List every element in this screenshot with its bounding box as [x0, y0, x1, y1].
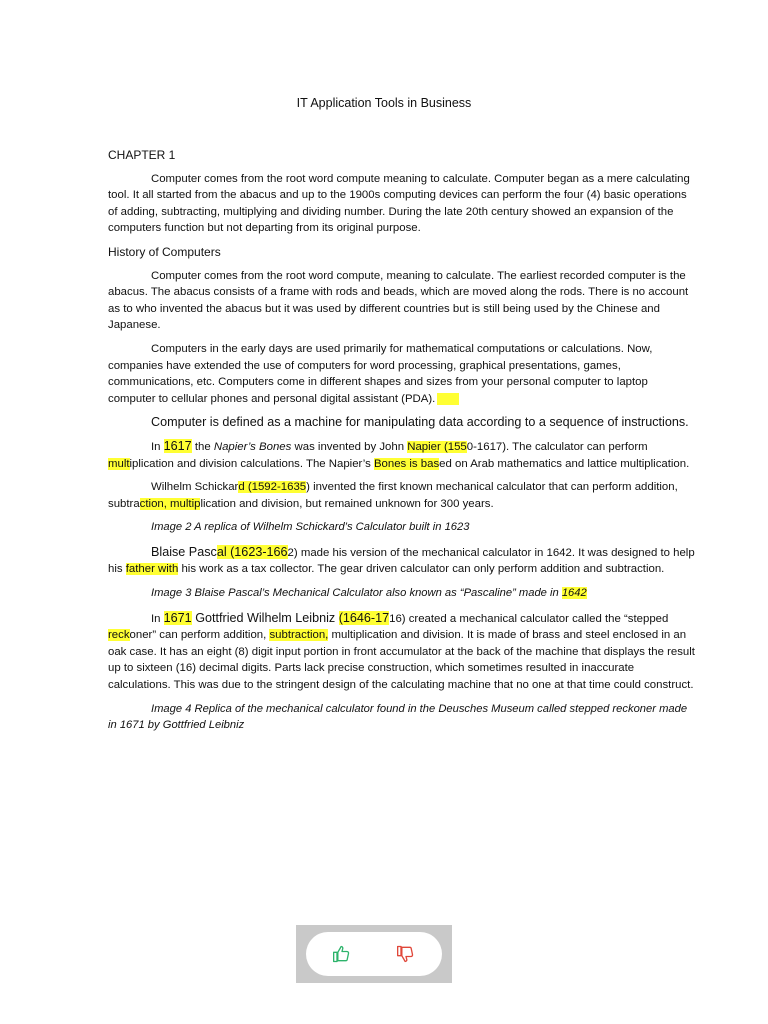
highlighted-text: 1642	[561, 587, 587, 600]
thumbs-down-button[interactable]	[392, 940, 420, 968]
text-run: Blaise Pasc	[151, 544, 217, 559]
thumbs-up-icon	[332, 944, 352, 964]
text-run: Wilhelm Schickar	[151, 481, 239, 494]
history-heading: History of Computers	[108, 244, 221, 259]
image-caption-4: Image 4 Replica of the mechanical calculator found in the Deusches Museum called stepped reckoner made in 1671 by Gottfried Leibniz	[108, 702, 688, 732]
highlighted-text: (1646-17	[338, 610, 390, 625]
highlighted-text: reck	[108, 629, 130, 642]
highlight-mark	[437, 393, 459, 405]
highlighted-text: 1617	[163, 438, 192, 453]
paragraph-definition: Computer is defined as a machine for manipulating data according to a sequence of instructions.	[151, 415, 689, 430]
text-run: ed on Arab mathematics and lattice multiplication.	[439, 457, 690, 470]
text-run: oner” can perform addition,	[129, 629, 270, 642]
text-run: iplication and division calculations. The Napier’s	[129, 457, 374, 470]
paragraph-early-computers-text: Computers in the early days are used primarily for mathematical computations or calculations. Now, companies have extended the use of computers for word processing, graphical presentations, games, communications, etc. Computers come in different shapes and sizes from your personal computer to laptop computer to cellular phones and personal digital assistant (PDA).	[108, 342, 653, 405]
text-run: his work as a tax collector. The gear driven calculator can only perform addition and subtraction.	[178, 563, 665, 576]
text-run: multiplication and division. It is made of brass and steel enclosed in an oak case. It has an eight (8) digit input portion in front accumulator at the back of the machine that displays the result up to sixteen (16) decimal digits. Parts lack precise construction, which sometimes resulted in inaccurate calculations. This was due to the stringent design of the calculating machine that no one at that time could construct.	[108, 629, 695, 692]
text-run: In	[151, 612, 164, 625]
text-run: the	[191, 440, 214, 453]
thumbs-up-button[interactable]	[328, 940, 356, 968]
highlighted-text: Bones is bas	[373, 457, 440, 470]
paragraph-pascal	[108, 544, 698, 578]
document-title: IT Application Tools in Business	[296, 96, 472, 110]
chapter-heading: CHAPTER 1	[108, 148, 176, 162]
document-body	[108, 147, 698, 742]
highlighted-text: subtraction,	[269, 629, 329, 642]
thumbs-down-icon	[396, 944, 416, 964]
text-run: 2) made his version of the mechanical calculator in 1642. It was designed to help his	[108, 546, 695, 576]
text-run: 0-1617). The calculator can perform	[466, 440, 648, 453]
paragraph-intro: Computer comes from the root word compute meaning to calculate. Computer began as a mere calculating tool. It all started from the abacus and up to the 1900s computing devices can perform the four (4) basic operations of adding, subtracting, multiplying and dividing number. During the late 20th century showed an expansion of the computers function but not departing from its original purpose.	[108, 172, 690, 235]
highlighted-text: al (1623-166	[216, 544, 288, 559]
highlighted-text: father with	[125, 563, 179, 576]
text-run: 16) created a mechanical calculator called the “stepped	[389, 612, 669, 625]
feedback-pill	[306, 932, 442, 976]
text-run: lication and division, but remained unknown for 300 years.	[200, 497, 494, 510]
italic-text: Napier’s Bones	[213, 440, 292, 453]
image-caption-2: Image 2 A replica of Wilhelm Schickard’s Calculator built in 1623	[151, 521, 470, 534]
paragraph-napier	[108, 438, 698, 472]
highlighted-text: mult	[108, 457, 130, 470]
highlighted-text: d (1592-1635	[238, 481, 307, 494]
caption-text: Image 3 Blaise Pascal’s Mechanical Calculator also known as “Pascaline” made in	[151, 587, 562, 600]
text-run: ) invented the first known mechanical calculator that can perform addition, subtra	[108, 481, 678, 510]
highlighted-text: Napier (155	[407, 440, 467, 453]
text-run: In	[151, 440, 164, 453]
feedback-bar	[296, 925, 452, 983]
paragraph-leibniz	[108, 610, 698, 694]
image-caption-3	[108, 585, 698, 602]
paragraph-abacus: Computer comes from the root word compute, meaning to calculate. The earliest recorded computer is the abacus. The abacus consists of a frame with rods and beads, which are moved along the rods. There is no account as to who invented the abacus but it was used by different countries but is still being used by the Chinese and Japanese.	[108, 269, 689, 332]
text-run: was invented by John	[291, 440, 408, 453]
highlighted-text: ction, multip	[139, 497, 201, 510]
highlighted-text: 1671	[163, 610, 192, 625]
paragraph-early-computers	[108, 341, 698, 407]
paragraph-schickard	[108, 479, 698, 512]
text-run: Gottfried Wilhelm Leibniz	[191, 610, 339, 625]
